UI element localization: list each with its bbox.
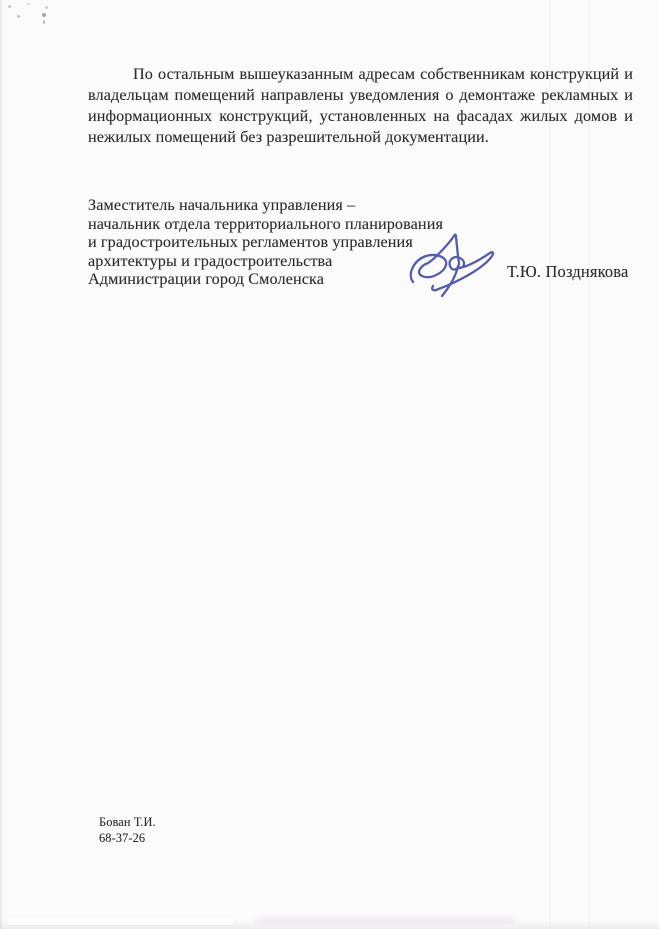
executor-info — [99, 815, 156, 847]
scan-edge-artifact — [0, 0, 3, 929]
signatory-title-line: Заместитель начальника управления – — [88, 196, 356, 214]
executor-phone: 68-37-26 — [99, 830, 146, 845]
paragraph-line: нежилых помещений без разрешительной документации. — [88, 127, 489, 146]
executor-name: Бован Т.И. — [99, 815, 156, 829]
signatory-title-line: начальник отдела территориального планирования — [88, 214, 444, 233]
signatory-title-line: архитектуры и градостроительства — [88, 251, 333, 270]
signer-name: Т.Ю. Позднякова — [507, 262, 629, 281]
paragraph-line: По остальным вышеуказанным адресам собственникам конструкций и — [133, 65, 633, 83]
scan-bottom-strip — [8, 919, 233, 926]
handwritten-signature — [406, 230, 502, 302]
paragraph-line: владельцам помещений направлены уведомления о демонтаже рекламных и — [88, 85, 633, 104]
paragraph-line: информационных конструкций, установленных на фасадах жилых домов и — [88, 106, 633, 125]
signatory-title-line: Администрации город Смоленска — [88, 270, 324, 289]
signatory-title-line: и градостроительных регламентов управления — [88, 233, 413, 252]
body-paragraph — [88, 64, 633, 148]
scan-bottom-smudge — [255, 918, 515, 923]
